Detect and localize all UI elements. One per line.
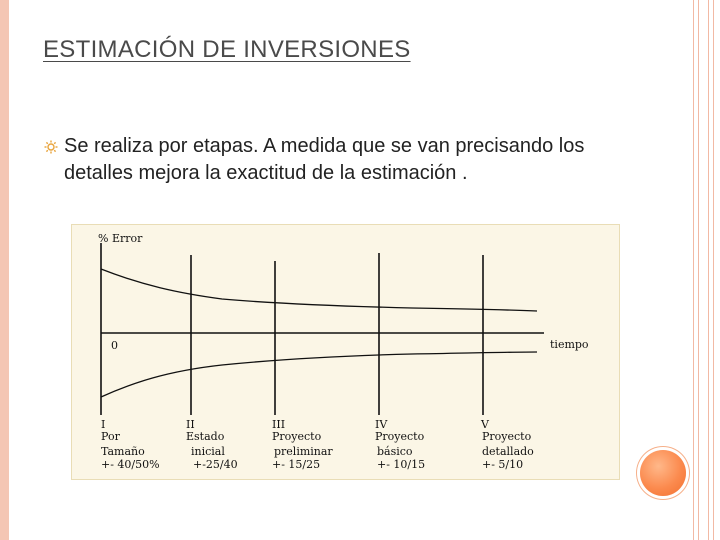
right-border-decoration — [686, 0, 720, 540]
stage-range: +- 10/15 — [377, 458, 426, 471]
stage-range: +- 15/25 — [272, 458, 321, 471]
stage-range: +-25/40 — [193, 458, 238, 471]
stage-line1: Proyecto — [482, 430, 532, 443]
stage-label-3 — [272, 418, 333, 471]
slide-title: ESTIMACIÓN DE INVERSIONES — [43, 36, 411, 63]
stage-label-5 — [480, 418, 534, 471]
x-axis-label: tiempo — [550, 338, 589, 351]
stage-label-1 — [101, 418, 160, 471]
stage-line1: Estado — [186, 430, 225, 443]
diagram-svg — [72, 225, 621, 481]
bullet-text: Se realiza por etapas. A medida que se van precisando los detalles mejora la exactitud de la estimación . — [64, 135, 585, 184]
lower-error-curve — [101, 352, 537, 397]
stage-range: +- 5/10 — [482, 458, 524, 471]
stage-numeral: III — [272, 418, 286, 431]
stage-numeral: V — [481, 418, 489, 431]
stage-line1: Proyecto — [272, 430, 322, 443]
stage-range: +- 40/50% — [101, 458, 160, 471]
stage-label-4 — [375, 418, 425, 471]
sun-bullet-icon — [44, 140, 58, 154]
stage-line1: Por — [101, 430, 120, 443]
stage-line2: preliminar — [274, 445, 333, 458]
orange-circle-decoration — [640, 450, 686, 496]
stage-line2: básico — [377, 445, 413, 458]
stage-numeral: I — [101, 418, 106, 431]
stage-line2: inicial — [191, 445, 225, 458]
left-border-decoration — [0, 0, 9, 540]
stage-numeral: IV — [375, 418, 388, 431]
stage-line2: Tamaño — [101, 445, 145, 458]
error-estimation-diagram — [71, 224, 620, 480]
zero-label: 0 — [111, 339, 118, 352]
stage-label-2 — [186, 418, 238, 471]
y-axis-label: % Error — [98, 232, 143, 245]
stage-numeral: II — [186, 418, 195, 431]
stage-line2: detallado — [482, 445, 534, 458]
upper-error-curve — [101, 269, 537, 311]
stage-line1: Proyecto — [375, 430, 425, 443]
